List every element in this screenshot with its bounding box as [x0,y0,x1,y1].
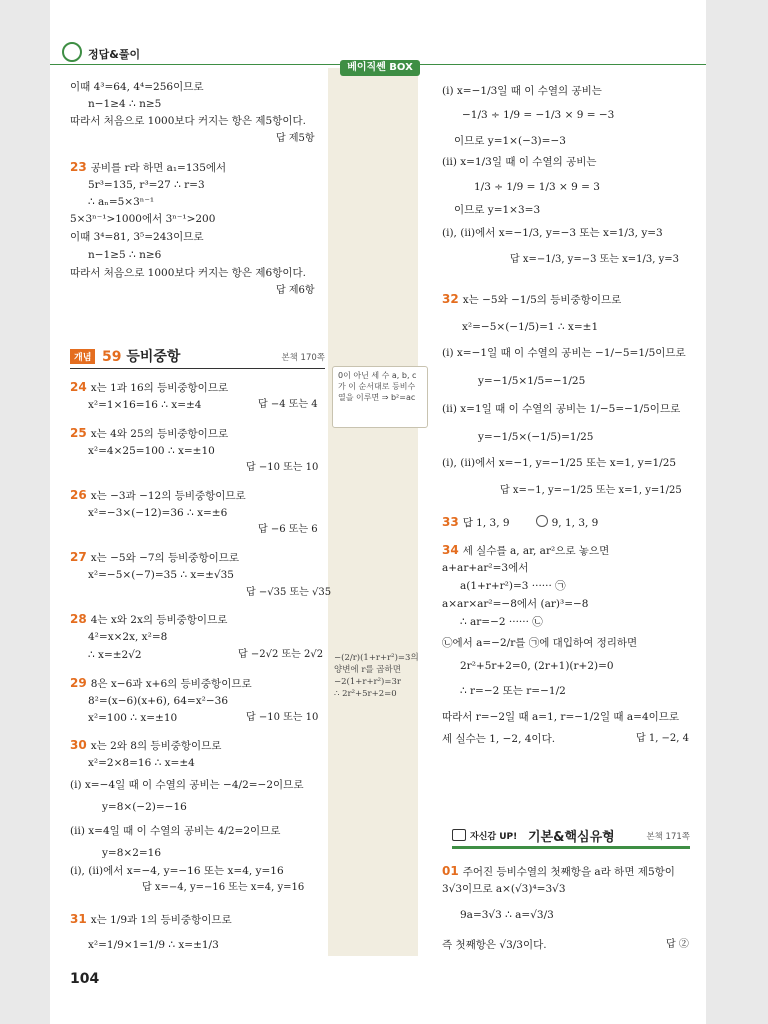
answer-label: 답 −6 또는 6 [258,524,318,535]
p34-line: 세 실수는 1, −2, 4이다. [442,733,556,745]
problem-28: 28 4는 x와 2x의 등비중항이므로 [70,612,228,626]
p34-line: ∴ ar=−2 ······ ㉡ [460,616,543,628]
target-icon [536,515,548,527]
problem-23: 23 공비를 r라 하면 a₁=135에서 [70,160,227,174]
concept-note-box: 0이 아닌 세 수 a, b, c가 이 순서대로 등비수열을 이루면 ⇒ b²=ac [332,366,428,428]
p31-cont-line: (ⅰ) x=−1/3일 때 이 수열의 공비는 [442,85,602,97]
basic-box-title: 베이직쎈 BOX [340,60,420,76]
p30-line: (ⅰ), (ⅱ)에서 x=−4, y=−16 또는 x=4, y=16 [70,865,284,877]
side-note: −(2/r)(1+r+r²)=3의 양변에 r를 곱하면 −2(1+r+r²)=3r ∴ 2r²+5r+2=0 [334,653,419,699]
p27-line: x²=−5×(−7)=35 ∴ x=±√35 [88,569,234,581]
p32-line: y=−1/5×(−1/5)=1/25 [478,431,594,443]
p25-line: x²=4×25=100 ∴ x=±10 [88,445,215,457]
header-logo: 정답&풀이 [88,48,141,61]
p34-line: 따라서 r=−2일 때 a=1, r=−1/2일 때 a=4이므로 [442,711,680,723]
answer-label: 답 ② [666,939,689,950]
section-ref: 본책 170쪽 [281,353,325,363]
p30-line: (ⅰ) x=−4일 때 이 수열의 공비는 −4/2=−2이므로 [70,779,304,791]
p30-line: x²=2×8=16 ∴ x=±4 [88,757,195,769]
p34-line: ㉡에서 a=−2/r를 ㉠에 대입하여 정리하면 [442,637,638,649]
page-number: 104 [70,971,100,987]
section-tag: 개념 [70,349,95,364]
header-bar [50,44,170,64]
p32-line: (ⅰ), (ⅱ)에서 x=−1, y=−1/25 또는 x=1, y=1/25 [442,457,677,469]
p32-line: (ⅰ) x=−1일 때 이 수열의 공비는 −1/−5=1/5이므로 [442,347,686,359]
basic-section-header [452,826,690,849]
p31-cont-line: 이므로 y=1×(−3)=−3 [454,135,566,147]
p23-line: 따라서 처음으로 1000보다 커지는 항은 제6항이다. [70,267,307,279]
answer-label: 답 x=−4, y=−16 또는 x=4, y=16 [142,882,305,893]
left-top-line-2: n−1≥4 ∴ n≥5 [88,98,162,110]
p32-line: y=−1/5×1/5=−1/25 [478,375,586,387]
p31-cont-line: 1/3 ÷ 1/9 = 1/3 × 9 = 3 [474,181,600,193]
p32-line: x²=−5×(−1/5)=1 ∴ x=±1 [462,321,599,333]
p28-line: 4²=x×2x, x²=8 [88,631,168,643]
p01-line: 즉 첫째항은 √3/3이다. [442,939,547,951]
p31-cont-line: 이므로 y=1×3=3 [454,204,541,216]
problem-34: 34 세 실수를 a, ar, ar²으로 놓으면 [442,543,610,557]
basic-badge: 자신감 UP! [470,832,518,842]
p34-line: a+ar+ar²=3에서 [442,562,529,574]
problem-32: 32 x는 −5와 −1/5의 등비중항이므로 [442,292,622,306]
left-top-line-3: 따라서 처음으로 1000보다 커지는 항은 제5항이다. [70,115,307,127]
p34-line: ∴ r=−2 또는 r=−1/2 [460,685,566,697]
p23-line: ∴ aₙ=5×3ⁿ⁻¹ [88,196,155,208]
section-header [70,346,325,369]
answer-label: 답 제6항 [276,285,315,296]
p34-line: 2r²+5r+2=0, (2r+1)(r+2)=0 [460,660,614,672]
p28-line: ∴ x=±2√2 [88,649,142,661]
p24-line: x²=1×16=16 ∴ x=±4 [88,399,202,411]
answer-label: 답 −4 또는 4 [258,399,318,410]
left-top-line-1: 이때 4³=64, 4⁴=256이므로 [70,81,204,93]
p26-line: x²=−3×(−12)=36 ∴ x=±6 [88,507,228,519]
basic-box-column [328,68,418,956]
problem-25: 25 x는 4와 25의 등비중항이므로 [70,426,229,440]
megaphone-icon [452,829,466,841]
p31-cont-line: −1/3 ÷ 1/9 = −1/3 × 9 = −3 [462,109,615,121]
p31-cont-line: (ⅰ), (ⅱ)에서 x=−1/3, y=−3 또는 x=1/3, y=3 [442,227,663,239]
problem-27: 27 x는 −5와 −7의 등비중항이므로 [70,550,240,564]
p01-line: 3√3이므로 a×(√3)⁴=3√3 [442,883,566,895]
p30-line: y=8×(−2)=−16 [102,801,187,813]
basic-title: 기본&핵심유형 [528,830,615,845]
p34-line: a×ar×ar²=−8에서 (ar)³=−8 [442,598,589,610]
section-title: 59 등비중항 [102,349,181,365]
p30-line: (ⅱ) x=4일 때 이 수열의 공비는 4/2=2이므로 [70,825,281,837]
problem-30: 30 x는 2와 8의 등비중항이므로 [70,738,222,752]
clock-icon [62,42,82,62]
problem-24: 24 x는 1과 16의 등비중항이므로 [70,380,229,394]
answer-label: 답 x=−1, y=−1/25 또는 x=1, y=1/25 [500,485,682,496]
answer-label: 답 −10 또는 10 [246,712,319,723]
p23-line: 이때 3⁴=81, 3⁵=243이므로 [70,231,204,243]
answer-label: 답 −√35 또는 √35 [246,587,332,598]
p31-cont-line: (ⅱ) x=1/3일 때 이 수열의 공비는 [442,156,597,168]
p34-line: a(1+r+r²)=3 ······ ㉠ [460,580,566,592]
p29-line: 8²=(x−6)(x+6), 64=x²−36 [88,695,228,707]
problem-26: 26 x는 −3과 −12의 등비중항이므로 [70,488,246,502]
p23-line: n−1≥5 ∴ n≥6 [88,249,162,261]
basic-ref: 본책 171쪽 [646,832,690,842]
p30-line: y=8×2=16 [102,847,162,859]
problem-01: 01 주어진 등비수열의 첫째항을 a라 하면 제5항이 [442,864,675,878]
problem-33: 33 답 1, 3, 9 9, 1, 3, 9 [442,515,599,529]
answer-label: 답 제5항 [276,133,315,144]
answer-label: 답 x=−1/3, y=−3 또는 x=1/3, y=3 [510,254,679,265]
problem-31: 31 x는 1/9과 1의 등비중항이므로 [70,912,232,926]
p29-line: x²=100 ∴ x=±10 [88,712,178,724]
problem-29: 29 8은 x−6과 x+6의 등비중항이므로 [70,676,252,690]
page [50,0,706,1024]
p23-line: 5×3ⁿ⁻¹>1000에서 3ⁿ⁻¹>200 [70,213,216,225]
p31-line: x²=1/9×1=1/9 ∴ x=±1/3 [88,939,219,951]
p23-line: 5r³=135, r³=27 ∴ r=3 [88,179,205,191]
answer-label: 답 −10 또는 10 [246,462,319,473]
answer-label: 답 1, −2, 4 [636,733,690,744]
p01-line: 9a=3√3 ∴ a=√3/3 [460,909,554,921]
p32-line: (ⅱ) x=1일 때 이 수열의 공비는 1/−5=−1/5이므로 [442,403,681,415]
answer-label: 답 −2√2 또는 2√2 [238,649,324,660]
